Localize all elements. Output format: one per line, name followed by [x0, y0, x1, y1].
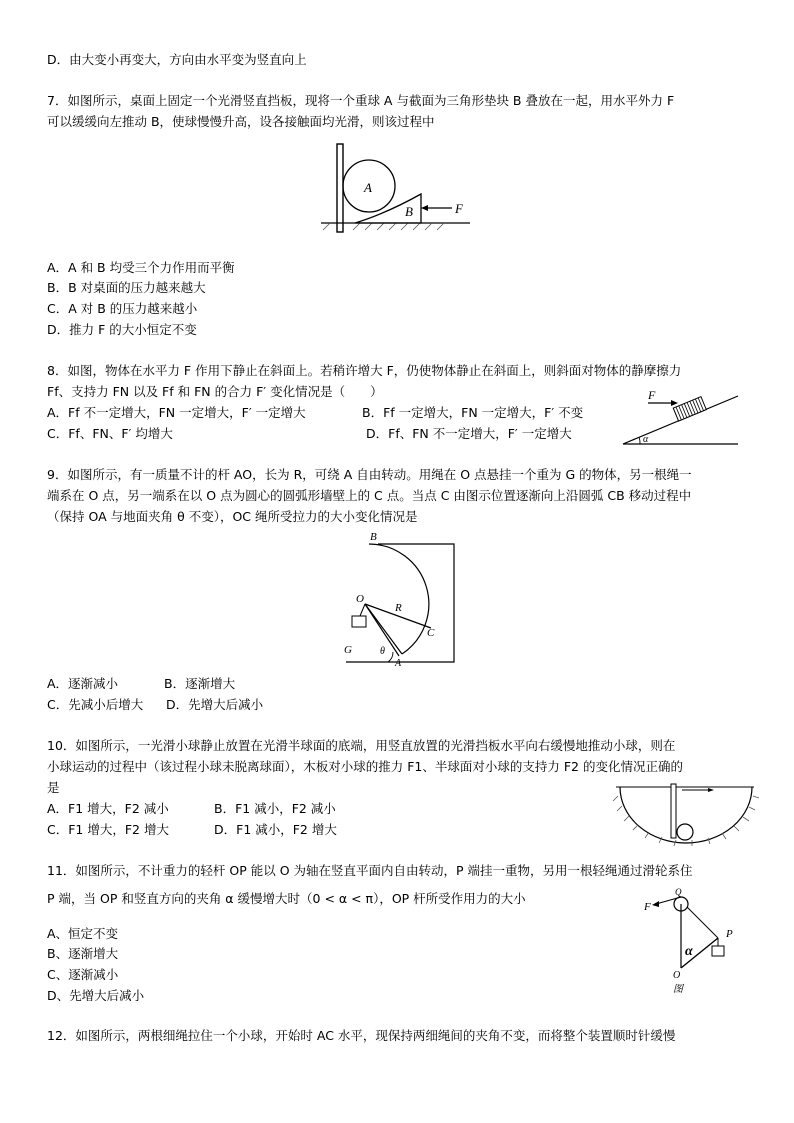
q10-option-d: D．F1 减小，F2 增大: [214, 822, 337, 837]
q8-option-a: A．Ff 不一定增大，FN 一定增大，F′ 一定增大: [47, 405, 306, 420]
q7-stem-line2: 可以缓缓向左推动 B，使球慢慢升高，设各接触面均光滑，则该过程中: [47, 114, 435, 129]
q7-option-d: D．推力 F 的大小恒定不变: [47, 322, 197, 337]
q7-label-a: A: [364, 180, 372, 195]
q9-label-b: B: [370, 531, 377, 543]
q10-option-b: B．F1 减小，F2 减小: [214, 801, 336, 816]
q12-stem-line1: 12．如图所示，两根细绳拉住一个小球，开始时 AC 水平，现保持两细绳间的夹角不变，而将整个装置顺时针缓慢: [47, 1028, 676, 1043]
q11-stem-line2: P 端，当 OP 和竖直方向的夹角 α 缓慢增大时（0 < α < π），OP 杆所受作用力的大小: [47, 891, 526, 906]
q8-label-f: F: [648, 388, 656, 402]
q11-label-q: Q: [675, 888, 682, 897]
q9-stem-line3: （保持 OA 与地面夹角 θ 不变），OC 绳所受拉力的大小变化情况是: [47, 509, 418, 524]
q9-arc-cb: [369, 544, 429, 654]
q11-option-c: C、逐渐减小: [47, 967, 119, 982]
q7-figure: [315, 142, 480, 247]
q8-stem-line2: Ff、支持力 FN 以及 Ff 和 FN 的合力 F′ 变化情况是（ ）: [47, 384, 383, 399]
q10-option-a: A．F1 增大，F2 减小: [47, 801, 169, 816]
q9-option-d: D．先增大后减小: [166, 697, 264, 712]
q11-caption: 图: [673, 984, 683, 995]
q9-label-c: C: [427, 627, 435, 639]
q11-label-f: F: [644, 901, 651, 913]
q9-label-g: G: [344, 644, 352, 656]
q7-label-f: F: [455, 201, 463, 216]
q8-label-alpha: α: [643, 434, 649, 445]
q11-label-p: P: [726, 928, 733, 940]
q11-stem-line1: 11．如图所示，不计重力的轻杆 OP 能以 O 为轴在竖直平面内自由转动，P 端挂一重物，另用一根轻绳通过滑轮系住: [47, 863, 693, 878]
q11-option-d: D、先增大后减小: [47, 988, 145, 1003]
q9-option-a: A．逐渐减小: [47, 676, 119, 691]
q9-figure: [336, 528, 461, 668]
q7-label-b: B: [405, 204, 413, 219]
q11-option-b: B、逐渐增大: [47, 946, 119, 961]
q10-figure: [612, 782, 760, 848]
q8-figure: [618, 386, 748, 448]
q9-label-theta: θ: [380, 646, 385, 657]
q9-option-b: B．逐渐增大: [164, 676, 236, 691]
q8-stem-line1: 8．如图，物体在水平力 F 作用下静止在斜面上。若稍许增大 F，仍使物体静止在斜面上，则斜面对物体的静摩擦力: [47, 363, 682, 378]
q9-label-o: O: [356, 593, 364, 605]
q9-label-r: R: [395, 602, 402, 614]
q9-label-a: A: [395, 658, 402, 668]
q10-stem-line2: 小球运动的过程中（该过程小球未脱离球面），木板对小球的推力 F1、半球面对小球的支持力 F2 的变化情况正确的: [47, 759, 683, 774]
q11-label-alpha: α: [685, 944, 693, 959]
q11-label-o: O: [673, 970, 681, 981]
q8-option-c: C．Ff、FN、F′ 均增大: [47, 426, 173, 441]
q11-option-a: A、恒定不变: [47, 926, 119, 941]
q11-figure: [636, 888, 746, 998]
q8-option-b: B．Ff 一定增大，FN 一定增大，F′ 不变: [362, 405, 584, 420]
q7-option-b: B．B 对桌面的压力越来越大: [47, 280, 206, 295]
q10-stem-line1: 10．如图所示，一光滑小球静止放置在光滑半球面的底端，用竖直放置的光滑挡板水平向右缓慢地推动小球，则在: [47, 738, 676, 753]
q8-option-d: D．Ff、FN 不一定增大，F′ 一定增大: [366, 426, 572, 441]
q7-option-c: C．A 对 B 的压力越来越小: [47, 301, 198, 316]
q9-option-c: C．先减小后增大: [47, 697, 144, 712]
q7-stem-line1: 7．如图所示，桌面上固定一个光滑竖直挡板，现将一个重球 A 与截面为三角形垫块 B 叠放在一起，用水平外力 F: [47, 93, 675, 108]
q7-option-a: A．A 和 B 均受三个力作用而平衡: [47, 260, 235, 275]
q9-stem-line1: 9．如图所示，有一质量不计的杆 AO，长为 R，可绕 A 自由转动。用绳在 O 点悬挂一个重为 G 的物体，另一根绳一: [47, 467, 692, 482]
q6-option-d: D．由大变小再变大，方向由水平变为竖直向上: [47, 52, 307, 67]
q10-option-c: C．F1 增大，F2 增大: [47, 822, 169, 837]
q9-stem-line2: 端系在 O 点，另一端系在以 O 点为圆心的圆弧形墙壁上的 C 点。当点 C 由图示位置逐渐向上沿圆弧 CB 移动过程中: [47, 488, 692, 503]
q10-stem-line3: 是: [47, 780, 60, 795]
